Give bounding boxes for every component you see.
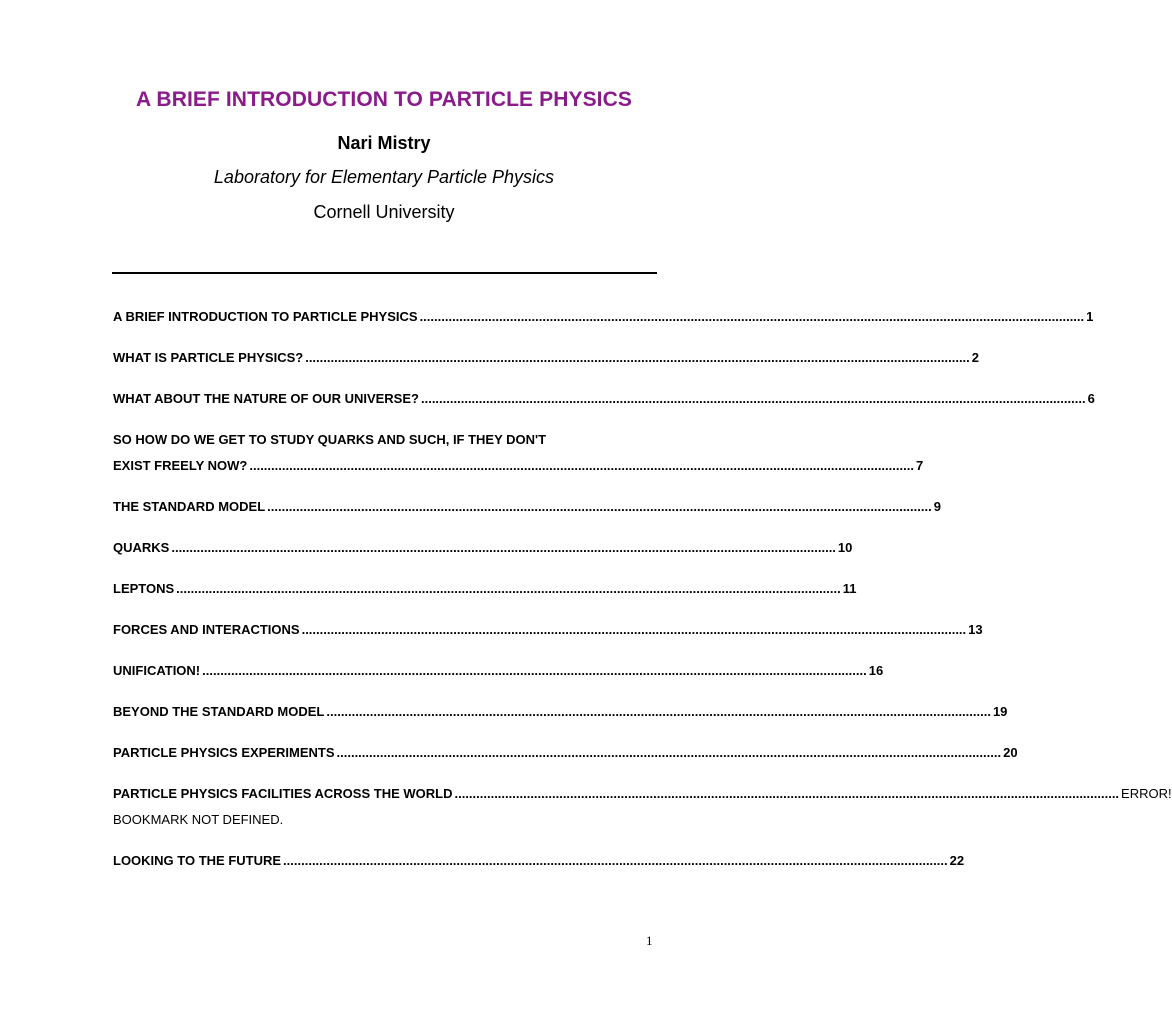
page-number: 1 [646, 933, 653, 948]
toc-dot-leader: ........................................................................................................................................................................................ [454, 786, 1120, 801]
toc-entry-title: THE STANDARD MODEL [113, 499, 266, 514]
toc-dot-leader: ........................................................................................................................................................................................ [176, 581, 841, 596]
toc-entry-page: 16 [868, 663, 884, 678]
toc-dot-leader: ........................................................................................................................................................................................ [326, 704, 991, 719]
toc-entry-title: LOOKING TO THE FUTURE [113, 853, 282, 868]
toc-entry-page: 13 [968, 622, 983, 637]
toc-entry-page: 9 [933, 499, 941, 514]
toc-entry-title: QUARKS [113, 540, 170, 555]
toc-entry[interactable] [113, 704, 1008, 719]
toc-entry-title: WHAT ABOUT THE NATURE OF OUR UNIVERSE? [113, 391, 419, 406]
toc-dot-leader: ........................................................................................................................................................................................ [283, 853, 948, 868]
university-name: Cornell University [313, 202, 455, 222]
toc-entry[interactable] [113, 786, 1172, 801]
toc-entry-title: LEPTONS [113, 581, 175, 596]
toc-entry-title: WHAT IS PARTICLE PHYSICS? [113, 350, 304, 365]
toc-entry[interactable] [113, 663, 884, 678]
toc-entry[interactable] [113, 309, 1094, 324]
author-name: Nari Mistry [337, 133, 431, 153]
toc-entry[interactable] [113, 622, 983, 637]
toc-dot-leader: ........................................................................................................................................................................................ [305, 350, 970, 365]
toc-entry-page: 20 [1003, 745, 1018, 760]
toc-entry[interactable] [113, 745, 1018, 760]
toc-entry-page: 10 [837, 540, 853, 555]
toc-entry[interactable] [113, 458, 924, 473]
toc-entry[interactable] [113, 540, 853, 555]
toc-dot-leader: ........................................................................................................................................................................................ [336, 745, 1002, 760]
toc-dot-leader: ........................................................................................................................................................................................ [249, 458, 914, 473]
toc-error-text: ERROR! [1121, 786, 1172, 801]
toc-entry[interactable] [113, 581, 857, 596]
toc-entry-page: 22 [949, 853, 965, 868]
toc-entry-title: PARTICLE PHYSICS EXPERIMENTS [113, 745, 335, 760]
toc-entry-title: SO HOW DO WE GET TO STUDY QUARKS AND SUCH, IF THEY DON'T [113, 432, 547, 447]
toc-dot-leader: ........................................................................................................................................................................................ [301, 622, 967, 637]
toc-dot-leader: ........................................................................................................................................................................................ [267, 499, 932, 514]
toc-error-text-continued: BOOKMARK NOT DEFINED. [113, 812, 284, 827]
toc-dot-leader: ........................................................................................................................................................................................ [202, 663, 867, 678]
toc-entry-page: 1 [1086, 309, 1094, 324]
toc-entry-title: FORCES AND INTERACTIONS [113, 622, 300, 637]
toc-entry-title: UNIFICATION! [113, 663, 201, 678]
toc-entry[interactable] [113, 853, 965, 868]
toc-entry-title: A BRIEF INTRODUCTION TO PARTICLE PHYSICS [113, 309, 418, 324]
toc-entry-page: 2 [971, 350, 980, 365]
laboratory-name: Laboratory for Elementary Particle Physics [213, 167, 555, 187]
toc-entry-page: 11 [842, 581, 857, 596]
toc-dot-leader: ........................................................................................................................................................................................ [419, 309, 1085, 324]
toc-entry-line1[interactable] [113, 432, 655, 447]
toc-entry-title: EXIST FREELY NOW? [113, 458, 248, 473]
toc-dot-leader: ........................................................................................................................................................................................ [420, 391, 1086, 406]
toc-entry-title: PARTICLE PHYSICS FACILITIES ACROSS THE WORLD [113, 786, 453, 801]
toc-entry[interactable] [113, 499, 941, 514]
toc-entry-title: BEYOND THE STANDARD MODEL [113, 704, 325, 719]
toc-entry-page: 6 [1087, 391, 1095, 406]
toc-entry[interactable] [113, 350, 980, 365]
document-title: A BRIEF INTRODUCTION TO PARTICLE PHYSICS [136, 88, 632, 111]
toc-dot-leader: ........................................................................................................................................................................................ [171, 540, 836, 555]
toc-entry[interactable] [113, 391, 1095, 406]
horizontal-rule [112, 272, 657, 274]
toc-entry-page: 7 [915, 458, 924, 473]
toc-entry-page: 19 [992, 704, 1008, 719]
